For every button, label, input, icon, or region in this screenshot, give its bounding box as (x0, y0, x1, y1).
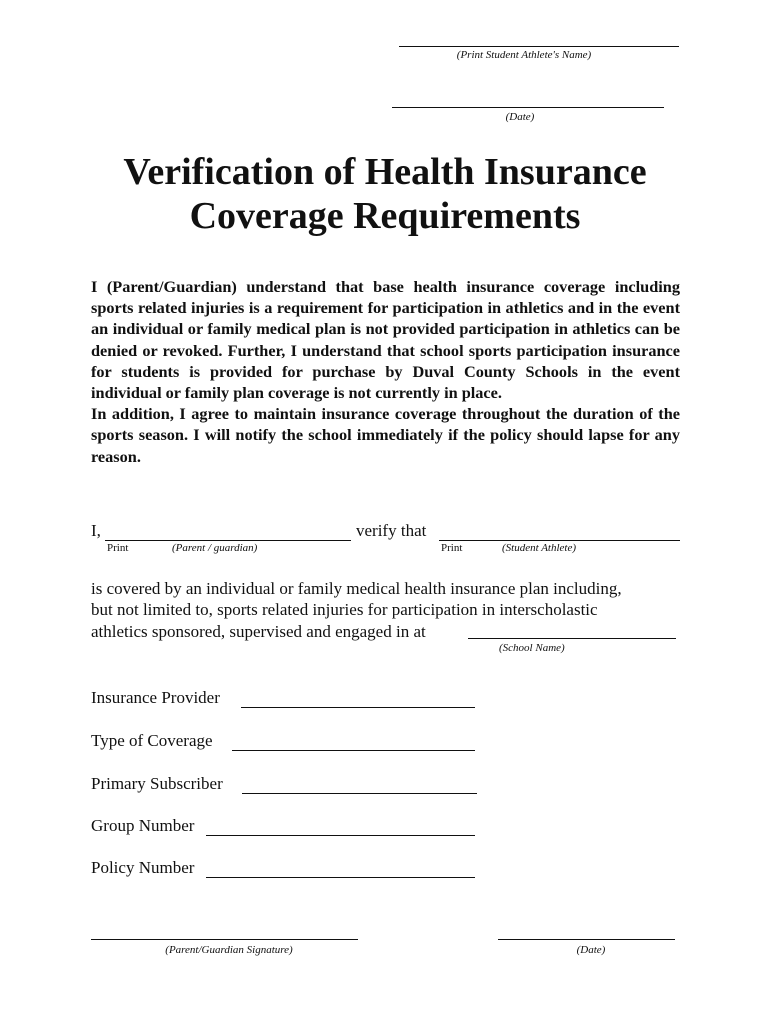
coverage-line-2: but not limited to, sports related injuries for participation in interscholastic (91, 600, 598, 620)
policy-number-label: Policy Number (91, 858, 195, 877)
school-name-caption: (School Name) (499, 642, 565, 654)
verify-prefix: I, (91, 521, 101, 540)
insurance-provider-label: Insurance Provider (91, 688, 220, 707)
insurance-provider-field[interactable] (241, 707, 475, 708)
title-line-1: Verification of Health Insurance (123, 151, 647, 193)
type-of-coverage-field[interactable] (232, 750, 475, 751)
print-label-2: Print (441, 542, 463, 554)
school-name-field[interactable] (468, 638, 676, 639)
parent-name-field[interactable] (105, 540, 351, 541)
student-athlete-caption: (Student Athlete) (502, 542, 577, 554)
header-date-line[interactable] (392, 107, 664, 108)
student-name-caption: (Print Student Athlete's Name) (456, 49, 592, 61)
parent-guardian-caption: (Parent / guardian) (172, 542, 258, 554)
coverage-line-1: is covered by an individual or family medical health insurance plan including, (91, 579, 622, 598)
signature-line[interactable] (91, 939, 358, 940)
verify-middle-text: verify that (356, 521, 427, 540)
coverage-statement (91, 578, 691, 642)
page-title (0, 150, 770, 238)
group-number-field[interactable] (206, 835, 475, 836)
primary-subscriber-label: Primary Subscriber (91, 774, 223, 793)
athlete-name-field[interactable] (439, 540, 680, 541)
policy-number-field[interactable] (206, 877, 475, 878)
footer-date-line[interactable] (498, 939, 675, 940)
student-name-line[interactable] (399, 46, 679, 47)
header-date-caption: (Date) (505, 111, 535, 123)
title-line-2: Coverage Requirements (189, 195, 581, 237)
acknowledgement-paragraph (91, 276, 680, 467)
group-number-label: Group Number (91, 816, 195, 835)
signature-caption: (Parent/Guardian Signature) (165, 944, 293, 956)
acknowledgement-text-1: I (Parent/Guardian) understand that base health insurance coverage including sports related injuries is a requirement for participation in athletics and in the event an individual or family medical plan is not provided participation in athletics can be denied or revoked. Further, I understand that school sports participation insurance for students is provided for purchase by Duval County Schools in the event individual or family plan coverage is not currently in place. (91, 277, 680, 403)
acknowledgement-text-2: In addition, I agree to maintain insurance coverage throughout the duration of the sports season. I will notify the school immediately if the policy should lapse for any reason. (91, 404, 680, 466)
primary-subscriber-field[interactable] (242, 793, 477, 794)
print-label-1: Print (107, 542, 129, 554)
type-of-coverage-label: Type of Coverage (91, 731, 213, 750)
footer-date-caption: (Date) (576, 944, 606, 956)
coverage-line-3: athletics sponsored, supervised and engaged in at (91, 621, 426, 641)
